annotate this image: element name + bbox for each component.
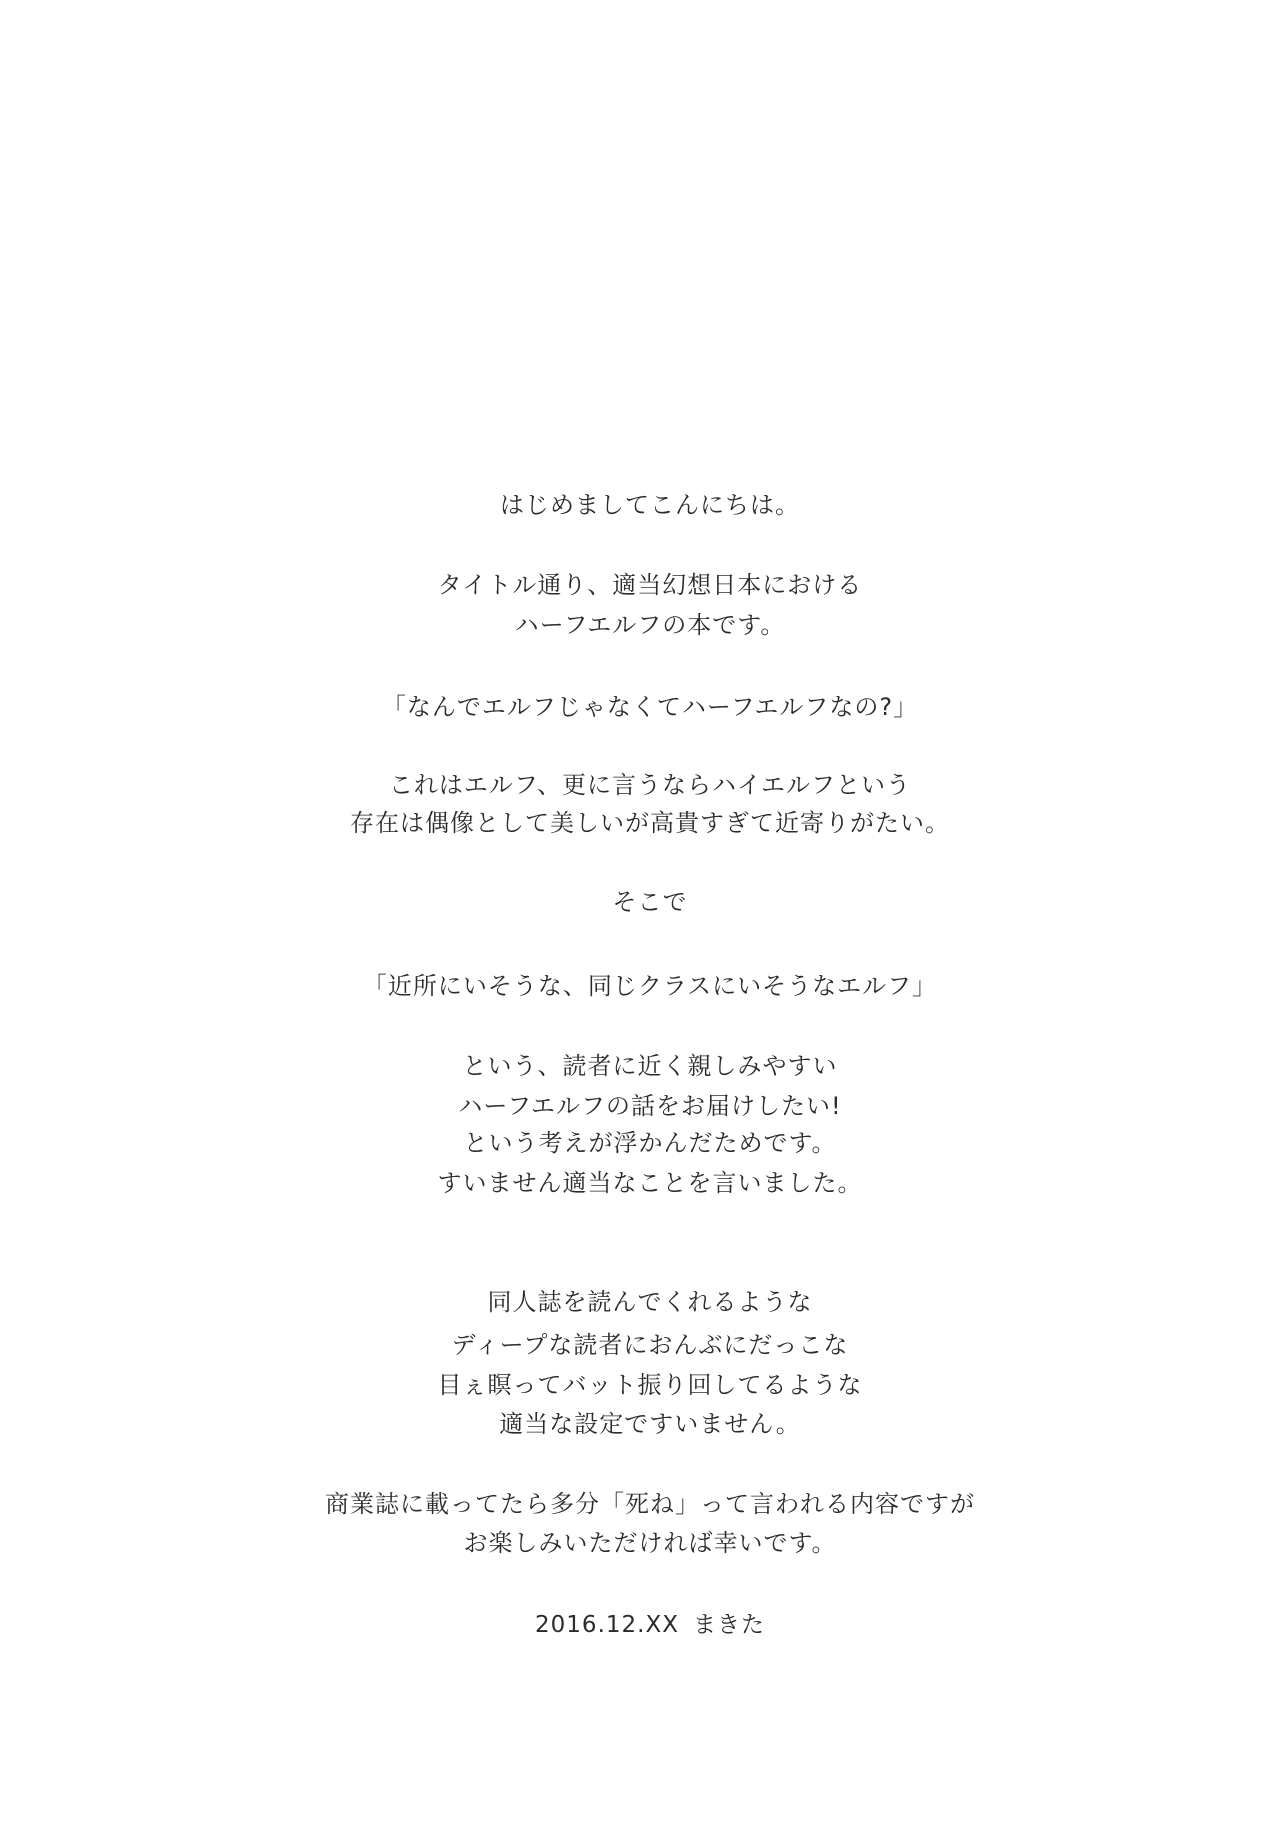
apology-line-3: 目ぇ瞑ってバット振り回してるような: [437, 1371, 863, 1399]
apology-line-4: 適当な設定ですいません。: [499, 1410, 801, 1438]
reasoning-line-4: すいません適当なことを言いました。: [437, 1169, 863, 1197]
transition-line: そこで: [612, 888, 688, 916]
explanation-line-2: 存在は偶像として美しいが高貴すぎて近寄りがたい。: [350, 809, 950, 837]
explanation-line-1: これはエルフ、更に言うならハイエルフという: [388, 771, 912, 799]
closing-line-2: お楽しみいただければ幸いです。: [463, 1529, 837, 1557]
apology-line-2: ディープな読者におんぶにだっこな: [451, 1331, 849, 1359]
apology-line-1: 同人誌を読んでくれるような: [487, 1288, 813, 1316]
reasoning-line-2: ハーフエルフの話をお届けしたい!: [458, 1092, 842, 1120]
closing-line-1: 商業誌に載ってたら多分「死ね」って言われる内容ですが: [325, 1490, 975, 1518]
reasoning-line-1: という、読者に近く親しみやすい: [462, 1052, 838, 1080]
signature-line: [20, 1610, 1280, 1640]
reasoning-line-3: という考えが浮かんだためです。: [463, 1129, 837, 1157]
date-text: 2016.12.XX: [535, 1612, 679, 1638]
premise-line-1: タイトル通り、適当幻想日本における: [437, 571, 863, 599]
concept-quote-line: 「近所にいそうな、同じクラスにいそうなエルフ」: [362, 972, 938, 1000]
author-name: まきた: [692, 1612, 765, 1638]
premise-line-2: ハーフエルフの本です。: [514, 611, 786, 639]
question-quote-line: 「なんでエルフじゃなくてハーフエルフなの?」: [381, 693, 919, 721]
greeting-line: はじめましてこんにちは。: [500, 491, 800, 519]
